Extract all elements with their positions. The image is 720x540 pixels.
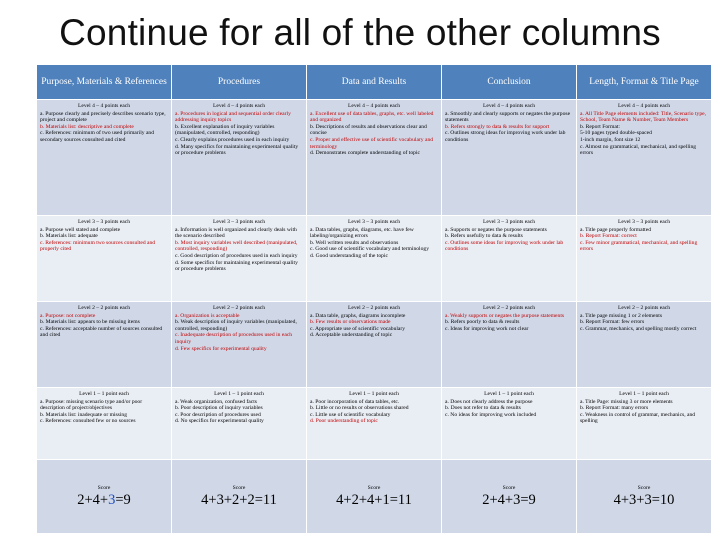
level-heading: Level 3 – 3 points each: [347, 219, 401, 225]
criterion-text: b. Excellent explanation of inquiry variables (manipulated, controlled, responding): [175, 123, 275, 137]
level-heading: Level 2 – 2 points each: [212, 305, 266, 311]
score-label: Score: [367, 485, 381, 491]
criterion-text: a. All Title Page elements included: Title, Scenario type, School, Team Name & Number, Team Members: [580, 110, 707, 124]
slide-title: Continue for all of the other columns: [59, 12, 661, 53]
criterion-text: c. Inadequate description of procedures used in each inquiry: [175, 332, 293, 345]
rubric-cell: [307, 216, 442, 302]
criterion-text: c. Good description of procedures used in each inquiry: [175, 252, 298, 259]
criterion-text: b. Most inquiry variables well described (manipulated, controlled, responding): [175, 239, 298, 253]
score-label: Score: [637, 485, 651, 491]
rubric-cell: [577, 100, 712, 216]
criterion-text: d. Good understanding of the topic: [310, 252, 388, 259]
criterion-text: b. Materials list: inadequate or missing: [40, 411, 127, 418]
level-heading: Level 2 – 2 points each: [482, 305, 536, 311]
criterion-text: b. Does not refer to data & results: [445, 405, 521, 412]
criterion-text: d. No specifics for experimental quality: [175, 418, 264, 425]
rubric-cell: [577, 388, 712, 460]
score-cell: [307, 460, 442, 534]
score-value: [309, 492, 439, 508]
rubric-cell: [37, 388, 172, 460]
criterion-text: 1-inch margin, font size 12: [580, 136, 641, 143]
rubric-cell: [37, 100, 172, 216]
level-heading: Level 4 – 4 points each: [77, 103, 131, 109]
criterion-text: c. Grammar, mechanics, and spelling mostly correct: [580, 325, 697, 332]
criterion-text: b. Refers usefully to data & results: [445, 233, 523, 240]
rubric-cell: [307, 388, 442, 460]
criterion-text: c. No ideas for improving work included: [445, 411, 537, 418]
criterion-text: c. Little use of scientific vocabulary: [310, 411, 391, 418]
criterion-text: c. Weakness in control of grammar, mechanics, and spelling: [580, 411, 696, 425]
score-value: [444, 492, 574, 508]
criterion-text: c. References: consulted few or no sources: [40, 418, 136, 425]
criterion-text: c. Appropriate use of scientific vocabulary: [310, 325, 406, 332]
criterion-text: b. Report Format:: [580, 123, 620, 130]
column-header: Purpose, Materials & References: [37, 65, 172, 100]
level-heading: Level 2 – 2 points each: [347, 305, 401, 311]
rubric-cell: [442, 216, 577, 302]
criterion-text: a. Information is well organized and clearly deals with the scenario described: [175, 226, 297, 240]
score-highlight: 3: [108, 492, 116, 508]
criterion-text: c. References: minimum of two used primarily and secondary sources consulted and cited: [40, 130, 155, 143]
level-heading: Level 3 – 3 points each: [617, 219, 671, 225]
criterion-text: b. Refers strongly to data & results for support: [445, 123, 550, 130]
rubric-cell: [172, 216, 307, 302]
score-text: 4+2+4+1=11: [336, 492, 412, 508]
criterion-text: b. Report Format: many errors: [580, 405, 649, 412]
criterion-text: a. Data tables, graphs, diagrams, etc. have few labeling/organizing errors: [310, 226, 414, 240]
criterion-text: b. Poor description of inquiry variables: [175, 405, 263, 412]
criterion-text: a. Data table, graphs, diagrams incomplete: [310, 312, 406, 319]
score-cell: [442, 460, 577, 534]
criterion-text: a. Organization is acceptable: [175, 312, 240, 319]
level-heading: Level 4 – 4 points each: [347, 103, 401, 109]
criterion-text: a. Procedures in logical and sequential order clearly addressing inquiry topics: [175, 110, 291, 124]
level-heading: Level 1 – 1 point each: [79, 391, 129, 397]
level-heading: Level 1 – 1 point each: [349, 391, 399, 397]
level-heading: Level 4 – 4 points each: [617, 103, 671, 109]
score-text: 4+3+2+2=11: [201, 492, 277, 508]
criterion-text: b. Few results or observations made: [310, 319, 391, 326]
score-text: 4+3+3=10: [613, 492, 675, 508]
criterion-text: a. Does not clearly address the purpose: [445, 398, 533, 405]
criterion-text: a. Smoothly and clearly supports or negates the purpose statements: [445, 110, 571, 124]
column-header: Procedures: [172, 65, 307, 100]
rubric-cell: [37, 302, 172, 388]
criterion-text: b. Materials list: adequate: [40, 233, 98, 240]
rubric-cell: [307, 302, 442, 388]
criterion-text: a. Purpose: missing scenario type and/or poor description of project/objectives: [40, 398, 143, 412]
level-heading: Level 4 – 4 points each: [482, 103, 536, 109]
level-heading: Level 1 – 1 point each: [214, 391, 264, 397]
criterion-text: 5-10 pages typed double-spaced: [580, 130, 652, 137]
criterion-text: c. Ideas for improving work not clear: [445, 325, 529, 332]
criterion-text: c. Good use of scientific vocabulary and terminology: [310, 246, 429, 253]
score-value: [579, 492, 709, 508]
rubric-cell: [172, 302, 307, 388]
criterion-text: c. Outlines some ideas for improving work under lab conditions: [445, 239, 564, 253]
column-header: Length, Format & Title Page: [577, 65, 712, 100]
rubric-row-level-3: [37, 216, 712, 302]
column-header: Conclusion: [442, 65, 577, 100]
level-heading: Level 4 – 4 points each: [212, 103, 266, 109]
rubric-cell: [442, 302, 577, 388]
criterion-text: c. Proper and effective use of scientific vocabulary and terminology: [310, 136, 434, 150]
criterion-text: b. Report Format: few errors: [580, 319, 645, 326]
score-label: Score: [502, 485, 516, 491]
header-row: [37, 65, 712, 100]
criterion-text: d. Few specifics for experimental quality: [175, 345, 267, 352]
criterion-text: b. Materials list: appears to be missing items: [40, 319, 140, 326]
level-heading: Level 3 – 3 points each: [77, 219, 131, 225]
rubric-cell: [172, 388, 307, 460]
criterion-text: a. Weak organization, confused facts: [175, 398, 257, 405]
score-cell: [172, 460, 307, 534]
level-heading: Level 1 – 1 point each: [619, 391, 669, 397]
criterion-text: a. Excellent use of data tables, graphs, etc. well labeled and organized: [310, 110, 434, 124]
criterion-text: a. Title Page: missing 3 or more elements: [580, 398, 673, 405]
criterion-text: b. Well written results and observations: [310, 239, 399, 246]
criterion-text: a. Poor incorporation of data tables, etc.: [310, 398, 400, 405]
rubric-cell: [37, 216, 172, 302]
criterion-text: a. Weakly supports or negates the purpose statements: [445, 312, 565, 319]
level-heading: Level 2 – 2 points each: [77, 305, 131, 311]
score-value: [39, 492, 169, 508]
rubric-row-level-2: [37, 302, 712, 388]
score-label: Score: [232, 485, 246, 491]
score-cell: [37, 460, 172, 534]
criterion-text: c. Almost no grammatical, mechanical, and spelling errors: [580, 143, 697, 157]
criterion-text: b. Refers poorly to data & results: [445, 319, 520, 326]
level-heading: Level 3 – 3 points each: [212, 219, 266, 225]
criterion-text: a. Purpose: not complete: [40, 312, 96, 319]
rubric-table: [36, 64, 712, 534]
rubric-body: [37, 100, 712, 534]
criterion-text: a. Title page properly formatted: [580, 226, 651, 233]
criterion-text: a. Title page missing 1 or 2 elements: [580, 312, 663, 319]
rubric-cell: [577, 302, 712, 388]
column-header: Data and Results: [307, 65, 442, 100]
criterion-text: c. Outlines strong ideas for improving work under lab conditions: [445, 130, 566, 143]
criterion-text: d. Many specifics for maintaining experimental quality or procedure problems: [175, 143, 299, 157]
rubric-cell: [307, 100, 442, 216]
score-cell: [577, 460, 712, 534]
rubric-row-level-1: [37, 388, 712, 460]
score-row: [37, 460, 712, 534]
rubric-cell: [442, 100, 577, 216]
level-heading: Level 1 – 1 point each: [484, 391, 534, 397]
level-heading: Level 3 – 3 points each: [482, 219, 536, 225]
rubric-cell: [172, 100, 307, 216]
criterion-text: b. Materials list: descriptive and complete: [40, 123, 134, 130]
score-text: 2+4+: [77, 492, 109, 508]
rubric-row-level-4: [37, 100, 712, 216]
criterion-text: a. Purpose well stated and complete: [40, 226, 121, 233]
criterion-text: c. Few minor grammatical, mechanical, and spelling errors: [580, 239, 698, 253]
score-label: Score: [97, 485, 111, 491]
score-text: 2+4+3=9: [482, 492, 536, 508]
criterion-text: c. Clearly explains procedures used in each inquiry: [175, 136, 290, 143]
criterion-text: d. Demonstrates complete understanding of topic: [310, 150, 420, 157]
level-heading: Level 2 – 2 points each: [617, 305, 671, 311]
criterion-text: c. Poor description of procedures used: [175, 411, 261, 418]
criterion-text: b. Little or no results or observations shared: [310, 405, 409, 412]
criterion-text: b. Report Format: correct: [580, 233, 637, 240]
score-value: [174, 492, 304, 508]
criterion-text: d. Poor understanding of topic: [310, 418, 378, 425]
criterion-text: c. References: minimum two sources consulted and properly cited: [40, 239, 156, 253]
criterion-text: b. Descriptions of results and observations clear and concise: [310, 123, 427, 137]
criterion-text: a. Purpose clearly and precisely describes scenario type, project and complete: [40, 110, 166, 124]
score-text: =9: [115, 492, 131, 508]
rubric-cell: [442, 388, 577, 460]
criterion-text: a. Supports or negates the purpose statements: [445, 226, 547, 233]
criterion-text: d. Some specifics for maintaining experimental quality or procedure problems: [175, 259, 298, 273]
rubric-cell: [577, 216, 712, 302]
criterion-text: c. References: acceptable number of sources consulted and cited: [40, 325, 163, 339]
criterion-text: d. Acceptable understanding of topic: [310, 332, 393, 339]
criterion-text: b. Weak description of inquiry variables (manipulated, controlled, responding): [175, 319, 297, 332]
